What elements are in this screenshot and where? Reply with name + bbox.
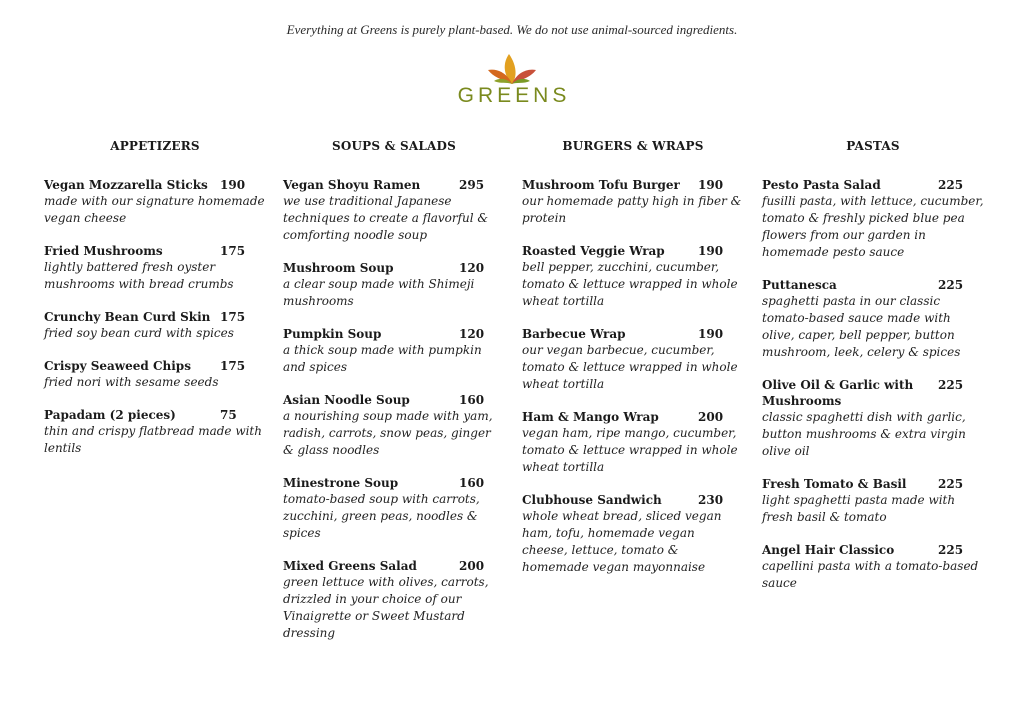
item-description: bell pepper, zucchini, cucumber, tomato & lettuce wrapped in whole wheat tortilla bbox=[522, 260, 738, 308]
section-title: BURGERS & WRAPS bbox=[562, 139, 704, 153]
item-name: Roasted Veggie Wrap bbox=[522, 244, 665, 258]
item-description: light spaghetti pasta made with fresh basil & tomato bbox=[762, 493, 956, 524]
item-description: a thick soup made with pumpkin and spices bbox=[283, 343, 482, 374]
item-description: our homemade patty high in fiber & protein bbox=[522, 194, 742, 225]
item-description: our vegan barbecue, cucumber, tomato & lettuce wrapped in whole wheat tortilla bbox=[522, 343, 738, 391]
item-name: Asian Noodle Soup bbox=[283, 393, 410, 407]
item-price: 225 bbox=[938, 378, 964, 392]
item-price: 120 bbox=[459, 327, 485, 341]
menu-item bbox=[44, 243, 266, 293]
menu-item bbox=[522, 409, 744, 476]
menu-item bbox=[762, 476, 984, 526]
menu-item bbox=[762, 277, 984, 361]
item-description: a clear soup made with Shimeji mushrooms bbox=[283, 277, 475, 308]
item-name: Papadam (2 pieces) bbox=[44, 408, 176, 422]
menu-item bbox=[283, 260, 505, 310]
item-price: 225 bbox=[938, 477, 964, 491]
item-name: Fried Mushrooms bbox=[44, 244, 163, 258]
item-price: 75 bbox=[220, 408, 237, 422]
item-price: 160 bbox=[459, 476, 485, 490]
item-name: Ham & Mango Wrap bbox=[522, 410, 659, 424]
item-name: Vegan Mozzarella Sticks bbox=[44, 178, 208, 192]
item-name: Mushroom Soup bbox=[283, 261, 394, 275]
item-price: 120 bbox=[459, 261, 485, 275]
item-description: green lettuce with olives, carrots, drizzled in your choice of our Vinaigrette or Sweet Mustard dressing bbox=[283, 575, 489, 640]
item-description: fried nori with sesame seeds bbox=[44, 375, 219, 389]
item-name: Olive Oil & Garlic with Mushrooms bbox=[762, 378, 914, 408]
item-name: Clubhouse Sandwich bbox=[522, 493, 662, 507]
item-price: 160 bbox=[459, 393, 485, 407]
item-description: classic spaghetti dish with garlic, button mushrooms & extra virgin olive oil bbox=[762, 410, 966, 458]
greens-logo bbox=[432, 52, 592, 114]
menu-item bbox=[44, 309, 266, 342]
section-title: PASTAS bbox=[846, 139, 900, 153]
item-name: Barbecue Wrap bbox=[522, 327, 626, 341]
menu-item bbox=[283, 392, 505, 459]
menu-item bbox=[283, 177, 505, 244]
item-description: thin and crispy flatbread made with lentils bbox=[44, 424, 262, 455]
item-name: Fresh Tomato & Basil bbox=[762, 477, 907, 491]
item-price: 175 bbox=[220, 310, 246, 324]
item-description: tomato-based soup with carrots, zucchini, green peas, noodles & spices bbox=[283, 492, 480, 540]
item-description: capellini pasta with a tomato-based sauce bbox=[762, 559, 979, 590]
item-price: 225 bbox=[938, 178, 964, 192]
item-name: Mushroom Tofu Burger bbox=[522, 178, 680, 192]
menu-item bbox=[522, 243, 744, 310]
item-price: 190 bbox=[220, 178, 246, 192]
item-price: 175 bbox=[220, 359, 246, 373]
item-price: 230 bbox=[698, 493, 724, 507]
item-price: 225 bbox=[938, 543, 964, 557]
menu-item bbox=[283, 558, 505, 642]
item-name: Crunchy Bean Curd Skin bbox=[44, 310, 211, 324]
menu-item bbox=[283, 475, 505, 542]
column-pastas bbox=[762, 139, 984, 608]
section-title: APPETIZERS bbox=[110, 139, 200, 153]
menu-item bbox=[522, 492, 744, 576]
menu-item bbox=[762, 542, 984, 592]
item-name: Angel Hair Classico bbox=[762, 543, 895, 557]
menu-item bbox=[522, 326, 744, 393]
item-description: fried soy bean curd with spices bbox=[44, 326, 234, 340]
column-soups-salads bbox=[283, 139, 505, 658]
item-description: made with our signature homemade vegan cheese bbox=[44, 194, 265, 225]
menu-item bbox=[44, 407, 266, 457]
item-description: spaghetti pasta in our classic tomato-based sauce made with olive, caper, bell pepper, button mushroom, leek, celery & spices bbox=[762, 294, 961, 359]
item-price: 225 bbox=[938, 278, 964, 292]
menu-item bbox=[44, 358, 266, 391]
brand-name: GREENS bbox=[457, 84, 571, 107]
item-name: Pumpkin Soup bbox=[283, 327, 382, 341]
item-price: 200 bbox=[698, 410, 724, 424]
item-name: Vegan Shoyu Ramen bbox=[283, 178, 421, 192]
item-name: Puttanesca bbox=[762, 278, 837, 292]
column-burgers-wraps bbox=[522, 139, 744, 592]
item-description: we use traditional Japanese techniques to create a flavorful & comforting noodle soup bbox=[283, 194, 489, 242]
menu-item bbox=[762, 377, 984, 460]
menu-item bbox=[522, 177, 744, 227]
tagline: Everything at Greens is purely plant-based. We do not use animal-sourced ingredients. bbox=[286, 22, 738, 37]
item-description: fusilli pasta, with lettuce, cucumber, tomato & freshly picked blue pea flowers from our garden in homemade pesto sauce bbox=[762, 194, 984, 259]
column-appetizers bbox=[44, 139, 266, 473]
item-price: 295 bbox=[459, 178, 485, 192]
item-description: vegan ham, ripe mango, cucumber, tomato & lettuce wrapped in whole wheat tortilla bbox=[522, 426, 738, 474]
item-description: whole wheat bread, sliced vegan ham, tofu, homemade vegan cheese, lettuce, tomato & homemade vegan mayonnaise bbox=[522, 509, 722, 574]
item-price: 190 bbox=[698, 178, 724, 192]
item-description: lightly battered fresh oyster mushrooms with bread crumbs bbox=[44, 260, 234, 291]
item-name: Crispy Seaweed Chips bbox=[44, 359, 191, 373]
section-title: SOUPS & SALADS bbox=[331, 139, 457, 153]
menu-item bbox=[283, 326, 505, 376]
item-price: 190 bbox=[698, 327, 724, 341]
item-name: Pesto Pasta Salad bbox=[762, 178, 881, 192]
item-price: 175 bbox=[220, 244, 246, 258]
item-description: a nourishing soup made with yam, radish, carrots, snow peas, ginger & glass noodles bbox=[283, 409, 493, 457]
menu-item bbox=[762, 177, 984, 261]
item-price: 190 bbox=[698, 244, 724, 258]
item-name: Minestrone Soup bbox=[283, 476, 399, 490]
item-price: 200 bbox=[459, 559, 485, 573]
leaf-icon bbox=[482, 52, 542, 86]
menu-item bbox=[44, 177, 266, 227]
item-name: Mixed Greens Salad bbox=[283, 559, 417, 573]
